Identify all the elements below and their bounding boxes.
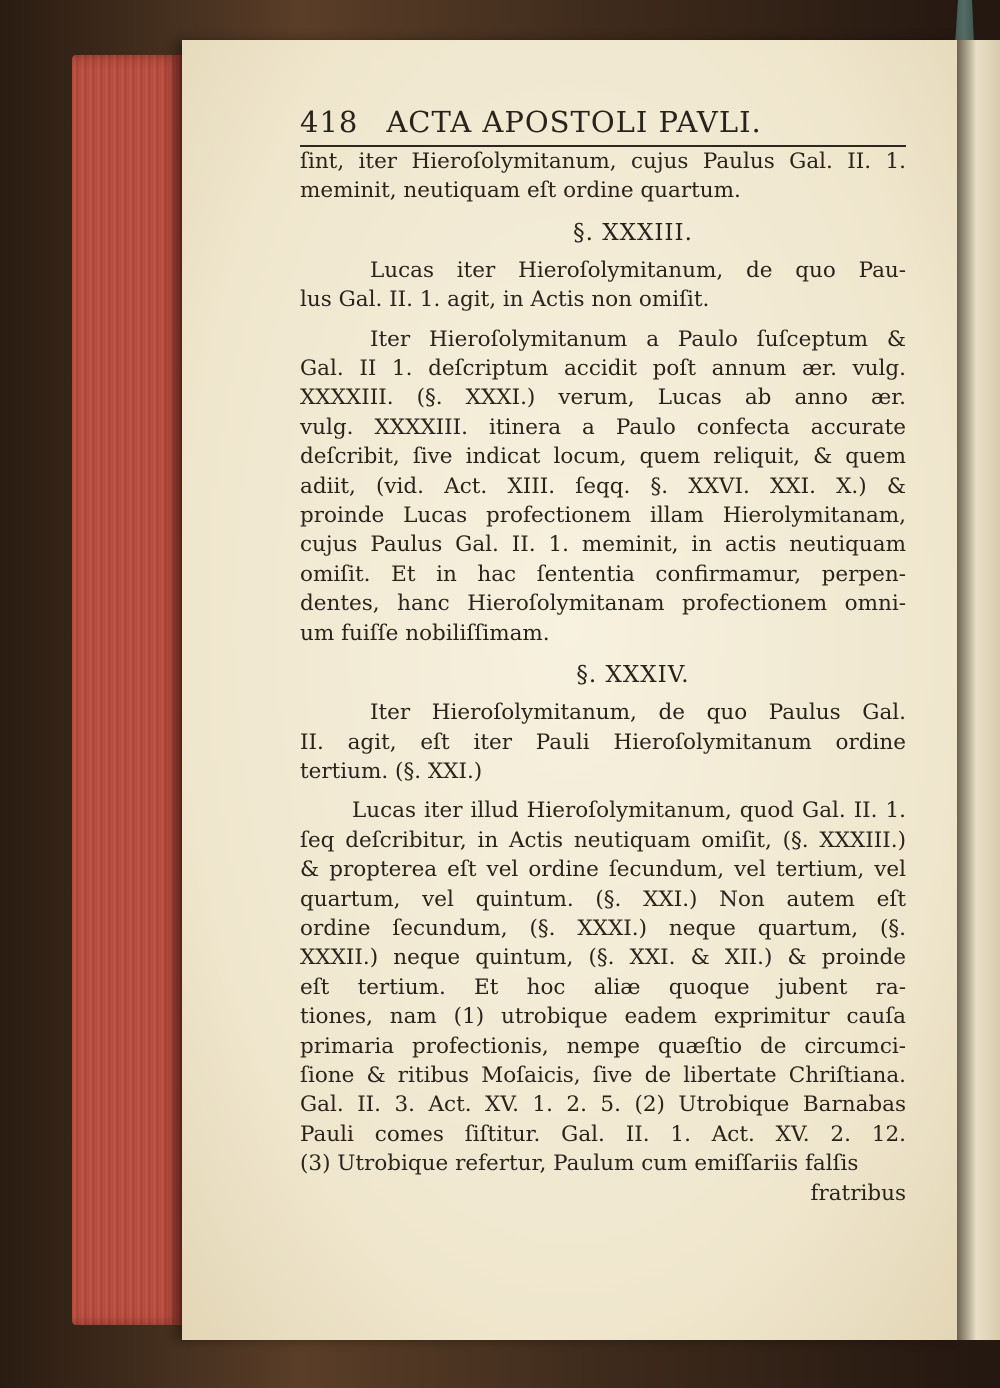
- paragraph: [300, 796, 906, 1178]
- text-line: eſt tertium. Et hoc aliæ quoque jubent ra-: [300, 974, 906, 1000]
- catchword: fratribus: [810, 1180, 906, 1206]
- running-title: ACTA APOSTOLI PAVLI.: [386, 105, 762, 139]
- page-body: [300, 147, 906, 1208]
- text-line: ſione & ritibus Moſaicis, ſive de libertate Chriſtiana.: [300, 1062, 906, 1088]
- text-line: tiones, nam (1) utrobique eadem exprimitur cauſa: [300, 1004, 906, 1030]
- page-edges-red: [72, 55, 182, 1325]
- running-header: [300, 105, 906, 147]
- text-line: vulg. XXXXIII. itinera a Paulo confecta accurate: [300, 414, 906, 440]
- text-line: adiit, (vid. Act. XIII. ſeqq. §. XXVI. XXI. X.) &: [300, 473, 906, 499]
- text-line: Gal. II. 3. Act. XV. 1. 2. 5. (2) Utrobique Barnabas: [300, 1092, 906, 1118]
- text-line: lus Gal. II. 1. agit, in Actis non omiſit.: [300, 287, 710, 313]
- text-line: Lucas iter Hieroſolymitanum, de quo Pau-: [370, 257, 906, 283]
- section-heading: §. XXXIII.: [573, 219, 693, 246]
- paragraph: [300, 698, 906, 786]
- paragraph-gap: [300, 315, 906, 325]
- facing-page-edge: [957, 40, 1000, 1340]
- text-line: proinde Lucas profectionem illam Hierolymitanam,: [300, 503, 906, 529]
- text-line: Iter Hieroſolymitanum, de quo Paulus Gal.: [370, 700, 906, 726]
- text-line: Pauli comes ſiſtitur. Gal. II. 1. Act. XV. 2. 12.: [300, 1121, 906, 1147]
- text-line: primaria profectionis, nempe quæſtio de circumci-: [300, 1033, 906, 1059]
- paragraph: [300, 256, 906, 315]
- text-line: XXXII.) neque quintum, (§. XXI. & XII.) & proinde: [300, 945, 906, 971]
- text-line: dentes, hanc Hieroſolymitanam profectionem omni-: [300, 591, 906, 617]
- paragraph: [300, 325, 906, 648]
- text-line: ſint, iter Hieroſolymitanum, cujus Paulus Gal. II. 1.: [300, 149, 906, 174]
- text-line: quartum, vel quintum. (§. XXI.) Non autem eſt: [300, 886, 906, 912]
- text-line: & propterea eſt vel ordine ſecundum, vel tertium, vel: [300, 857, 906, 883]
- section-heading: §. XXXIV.: [576, 662, 690, 689]
- paragraph-gap: [300, 786, 906, 796]
- text-line: Iter Hieroſolymitanum a Paulo ſuſceptum &: [370, 326, 906, 352]
- text-line: (3) Utrobique refertur, Paulum cum emiſſariis falſis: [300, 1151, 859, 1177]
- text-line: Lucas iter illud Hieroſolymitanum, quod Gal. II. 1.: [352, 798, 906, 824]
- paragraph: [300, 147, 906, 206]
- text-line: meminit, neutiquam eſt ordine quartum.: [300, 178, 741, 204]
- page-text: [300, 105, 906, 1208]
- text-line: ſeq deſcribitur, in Actis neutiquam omiſit, (§. XXXIII.): [300, 827, 906, 853]
- text-line: II. agit, eſt iter Pauli Hieroſolymitanum ordine: [300, 729, 906, 755]
- text-line: omiſit. Et in hac ſententia confirmamur, perpen-: [300, 561, 906, 587]
- text-line: XXXXIII. (§. XXXI.) verum, Lucas ab anno ær.: [300, 385, 906, 411]
- text-line: tertium. (§. XXI.): [300, 758, 483, 784]
- text-line: Gal. II 1. deſcriptum accidit poſt annum ær. vulg.: [300, 356, 906, 382]
- text-line: deſcribit, ſive indicat locum, quem reliquit, & quem: [300, 444, 906, 470]
- page-number: 418: [300, 105, 359, 139]
- text-line: cujus Paulus Gal. II. 1. meminit, in actis neutiquam: [300, 532, 906, 558]
- text-line: um fuiſſe nobiliſſimam.: [300, 620, 550, 646]
- text-line: ordine ſecundum, (§. XXXI.) neque quartum, (§.: [300, 915, 906, 941]
